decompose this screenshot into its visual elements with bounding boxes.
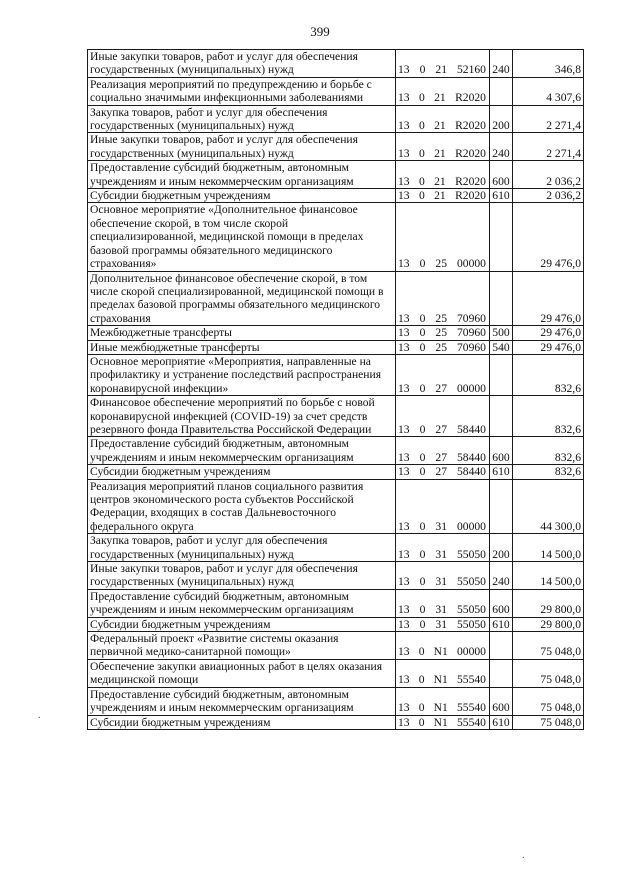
item-name: Закупка товаров, работ и услуг для обеспечения государственных (муниципальных) нужд — [88, 534, 396, 562]
item-name: Реализация мероприятий планов социального развития центров экономического роста субъектов Российской Федерации, входящих в состав Дальневосточного федерального округа — [88, 479, 396, 534]
expense-type — [490, 77, 513, 105]
classification-code — [396, 396, 490, 437]
expense-type: 610 — [490, 189, 513, 203]
margin-mark: . — [522, 850, 525, 861]
amount: 29 476,0 — [513, 340, 584, 354]
code-section: 13 — [398, 63, 410, 77]
code-direction: R2020 — [455, 119, 486, 133]
code-section: 13 — [398, 701, 410, 715]
amount: 75 048,0 — [513, 632, 584, 660]
code-subprogram: 0 — [419, 575, 426, 589]
code-subprogram: 0 — [418, 701, 425, 715]
table-row — [88, 354, 584, 395]
expense-type: 600 — [490, 161, 513, 189]
expense-type: 200 — [490, 534, 513, 562]
item-name: Предоставление субсидий бюджетным, автономным учреждениям и иным некоммерческим организациям — [88, 437, 396, 465]
code-section: 13 — [398, 189, 410, 203]
table-row — [88, 562, 584, 590]
code-section: 13 — [398, 603, 410, 617]
code-subprogram: 0 — [418, 146, 425, 160]
table-row — [88, 534, 584, 562]
amount: 832,6 — [513, 437, 584, 465]
item-name: Межбюджетные трансферты — [88, 326, 396, 340]
classification-code — [396, 340, 490, 354]
item-name: Федеральный проект «Развитие системы оказания первичной медико-санитарной помощи» — [88, 632, 396, 660]
code-subprogram: 0 — [419, 603, 426, 617]
table-row — [88, 687, 584, 715]
code-event: 27 — [435, 450, 447, 464]
expense-type: 240 — [490, 50, 513, 78]
code-event: 21 — [434, 189, 446, 203]
code-direction: 55540 — [456, 701, 486, 715]
classification-code — [396, 161, 490, 189]
classification-code — [396, 617, 490, 631]
expense-type — [490, 271, 513, 326]
code-subprogram: 0 — [418, 645, 425, 659]
classification-code — [396, 271, 490, 326]
item-name: Субсидии бюджетным учреждениям — [88, 715, 396, 729]
item-name: Закупка товаров, работ и услуг для обеспечения государственных (муниципальных) нужд — [88, 105, 396, 133]
code-section: 13 — [398, 422, 410, 436]
table-row — [88, 659, 584, 687]
code-event: 25 — [435, 326, 447, 340]
code-direction: 55540 — [456, 673, 486, 687]
item-name: Финансовое обеспечение мероприятий по борьбе с новой коронавирусной инфекцией (COVID-19) за счет средств резервного фонда Правительства Российской Федерации — [88, 396, 396, 437]
item-name: Дополнительное финансовое обеспечение скорой, в том числе скорой специализированной, медицинской помощи в пределах базовой программы обязательного медицинского страхования — [88, 271, 396, 326]
item-name: Предоставление субсидий бюджетным, автономным учреждениям и иным некоммерческим организациям — [88, 687, 396, 715]
code-subprogram: 0 — [419, 326, 426, 340]
table-row — [88, 189, 584, 203]
code-event: N1 — [433, 701, 448, 715]
code-event: 27 — [435, 381, 447, 395]
classification-code — [396, 203, 490, 271]
code-subprogram: 0 — [419, 422, 426, 436]
amount: 832,6 — [513, 354, 584, 395]
code-direction: 70960 — [456, 340, 486, 354]
code-subprogram: 0 — [419, 311, 426, 325]
code-subprogram: 0 — [419, 519, 426, 533]
table-row — [88, 589, 584, 617]
code-event: 27 — [435, 422, 447, 436]
amount: 832,6 — [513, 396, 584, 437]
code-subprogram: 0 — [419, 465, 426, 479]
code-event: 31 — [435, 547, 447, 561]
expense-type: 500 — [490, 326, 513, 340]
code-event: 21 — [434, 91, 446, 105]
code-section: 13 — [398, 645, 410, 659]
code-section: 13 — [398, 547, 410, 561]
expense-type: 240 — [490, 562, 513, 590]
amount: 14 500,0 — [513, 562, 584, 590]
code-direction: 70960 — [456, 311, 486, 325]
code-event: 27 — [435, 465, 447, 479]
code-direction: 70960 — [456, 326, 486, 340]
code-event: 31 — [435, 603, 447, 617]
code-direction: 00000 — [456, 645, 486, 659]
amount: 14 500,0 — [513, 534, 584, 562]
code-direction: 58440 — [456, 465, 486, 479]
item-name: Реализация мероприятий по предупреждению и борьбе с социально значимыми инфекционными заболеваниями — [88, 77, 396, 105]
code-section: 13 — [398, 174, 410, 188]
code-direction: 55050 — [456, 547, 486, 561]
code-direction: R2020 — [455, 174, 486, 188]
classification-code — [396, 465, 490, 479]
code-subprogram: 0 — [418, 715, 425, 729]
code-direction: 00000 — [456, 381, 486, 395]
table-row — [88, 50, 584, 78]
amount: 29 800,0 — [513, 589, 584, 617]
code-event: 31 — [435, 617, 447, 631]
code-subprogram: 0 — [419, 617, 426, 631]
code-direction: 00000 — [456, 519, 486, 533]
code-direction: 58440 — [456, 450, 486, 464]
expense-type: 610 — [490, 715, 513, 729]
code-event: 21 — [434, 174, 446, 188]
classification-code — [396, 562, 490, 590]
classification-code — [396, 589, 490, 617]
code-subprogram: 0 — [419, 340, 426, 354]
item-name: Субсидии бюджетным учреждениям — [88, 465, 396, 479]
amount: 346,8 — [513, 50, 584, 78]
code-subprogram: 0 — [418, 91, 425, 105]
table-row — [88, 203, 584, 271]
code-section: 13 — [398, 146, 410, 160]
table-row — [88, 77, 584, 105]
expense-type — [490, 354, 513, 395]
classification-code — [396, 687, 490, 715]
table-row — [88, 161, 584, 189]
code-event: 21 — [434, 119, 446, 133]
code-section: 13 — [398, 381, 410, 395]
code-subprogram: 0 — [419, 257, 426, 271]
code-subprogram: 0 — [418, 119, 425, 133]
code-direction: 55050 — [456, 603, 486, 617]
classification-code — [396, 479, 490, 534]
budget-table — [87, 49, 584, 730]
amount: 44 300,0 — [513, 479, 584, 534]
expense-type: 600 — [490, 589, 513, 617]
classification-code — [396, 632, 490, 660]
page-number: 399 — [310, 24, 330, 39]
code-section: 13 — [398, 715, 410, 729]
code-event: 25 — [435, 340, 447, 354]
code-event: N1 — [433, 645, 448, 659]
code-event: N1 — [433, 673, 448, 687]
code-event: 25 — [435, 311, 447, 325]
table-row — [88, 437, 584, 465]
code-event: 31 — [435, 519, 447, 533]
amount: 75 048,0 — [513, 659, 584, 687]
code-event: 31 — [435, 575, 447, 589]
item-name: Иные закупки товаров, работ и услуг для обеспечения государственных (муниципальных) нужд — [88, 133, 396, 161]
amount: 75 048,0 — [513, 715, 584, 729]
item-name: Субсидии бюджетным учреждениям — [88, 617, 396, 631]
amount: 2 271,4 — [513, 133, 584, 161]
expense-type: 200 — [490, 105, 513, 133]
item-name: Иные закупки товаров, работ и услуг для обеспечения государственных (муниципальных) нужд — [88, 50, 396, 78]
code-subprogram: 0 — [419, 381, 426, 395]
item-name: Предоставление субсидий бюджетным, автономным учреждениям и иным некоммерческим организациям — [88, 161, 396, 189]
code-section: 13 — [398, 673, 410, 687]
classification-code — [396, 437, 490, 465]
code-section: 13 — [398, 326, 410, 340]
classification-code — [396, 715, 490, 729]
code-subprogram: 0 — [419, 450, 426, 464]
table-row — [88, 271, 584, 326]
item-name: Обеспечение закупки авиационных работ в целях оказания медицинской помощи — [88, 659, 396, 687]
classification-code — [396, 105, 490, 133]
code-section: 13 — [398, 450, 410, 464]
code-section: 13 — [398, 311, 410, 325]
code-section: 13 — [398, 91, 410, 105]
classification-code — [396, 77, 490, 105]
code-event: 21 — [435, 63, 447, 77]
item-name: Предоставление субсидий бюджетным, автономным учреждениям и иным некоммерческим организациям — [88, 589, 396, 617]
code-section: 13 — [398, 119, 410, 133]
classification-code — [396, 189, 490, 203]
budget-table-body — [88, 50, 584, 730]
table-row — [88, 632, 584, 660]
expense-type: 240 — [490, 133, 513, 161]
code-subprogram: 0 — [418, 189, 425, 203]
code-subprogram: 0 — [419, 547, 426, 561]
amount: 29 476,0 — [513, 326, 584, 340]
code-event: N1 — [433, 715, 448, 729]
expense-type — [490, 396, 513, 437]
code-direction: 55540 — [456, 715, 486, 729]
code-subprogram: 0 — [418, 174, 425, 188]
expense-type: 610 — [490, 617, 513, 631]
amount: 29 800,0 — [513, 617, 584, 631]
code-section: 13 — [398, 340, 410, 354]
classification-code — [396, 133, 490, 161]
code-section: 13 — [398, 617, 410, 631]
code-event: 21 — [434, 146, 446, 160]
code-direction: 55050 — [456, 575, 486, 589]
code-section: 13 — [398, 465, 410, 479]
table-row — [88, 715, 584, 729]
table-row — [88, 479, 584, 534]
table-row — [88, 326, 584, 340]
table-row — [88, 396, 584, 437]
expense-type: 610 — [490, 465, 513, 479]
code-event: 25 — [435, 257, 447, 271]
amount: 2 271,4 — [513, 105, 584, 133]
code-direction: R2020 — [455, 91, 486, 105]
code-subprogram: 0 — [418, 673, 425, 687]
amount: 29 476,0 — [513, 271, 584, 326]
classification-code — [396, 50, 490, 78]
amount: 29 476,0 — [513, 203, 584, 271]
item-name: Основное мероприятие «Дополнительное финансовое обеспечение скорой, в том числе скорой специализированной, медицинской помощи в пределах базовой программы обязательного медицинского страхования» — [88, 203, 396, 271]
code-direction: 52160 — [456, 63, 486, 77]
expense-type — [490, 203, 513, 271]
code-subprogram: 0 — [419, 63, 426, 77]
expense-type: 600 — [490, 687, 513, 715]
code-section: 13 — [398, 519, 410, 533]
expense-type: 540 — [490, 340, 513, 354]
expense-type — [490, 479, 513, 534]
amount: 2 036,2 — [513, 161, 584, 189]
classification-code — [396, 534, 490, 562]
code-direction: 55050 — [456, 617, 486, 631]
code-direction: 58440 — [456, 422, 486, 436]
expense-type — [490, 632, 513, 660]
margin-mark: . — [38, 710, 41, 721]
item-name: Иные закупки товаров, работ и услуг для обеспечения государственных (муниципальных) нужд — [88, 562, 396, 590]
item-name: Субсидии бюджетным учреждениям — [88, 189, 396, 203]
amount: 75 048,0 — [513, 687, 584, 715]
classification-code — [396, 354, 490, 395]
code-direction: 00000 — [456, 257, 486, 271]
table-row — [88, 133, 584, 161]
table-row — [88, 465, 584, 479]
table-row — [88, 340, 584, 354]
code-section: 13 — [398, 575, 410, 589]
expense-type — [490, 659, 513, 687]
code-section: 13 — [398, 257, 410, 271]
table-row — [88, 105, 584, 133]
classification-code — [396, 326, 490, 340]
code-direction: R2020 — [455, 189, 486, 203]
amount: 4 307,6 — [513, 77, 584, 105]
code-direction: R2020 — [455, 146, 486, 160]
expense-type: 600 — [490, 437, 513, 465]
item-name: Основное мероприятие «Мероприятия, направленные на профилактику и устранение последствий распространения коронавирусной инфекции» — [88, 354, 396, 395]
table-row — [88, 617, 584, 631]
amount: 832,6 — [513, 465, 584, 479]
amount: 2 036,2 — [513, 189, 584, 203]
classification-code — [396, 659, 490, 687]
item-name: Иные межбюджетные трансферты — [88, 340, 396, 354]
